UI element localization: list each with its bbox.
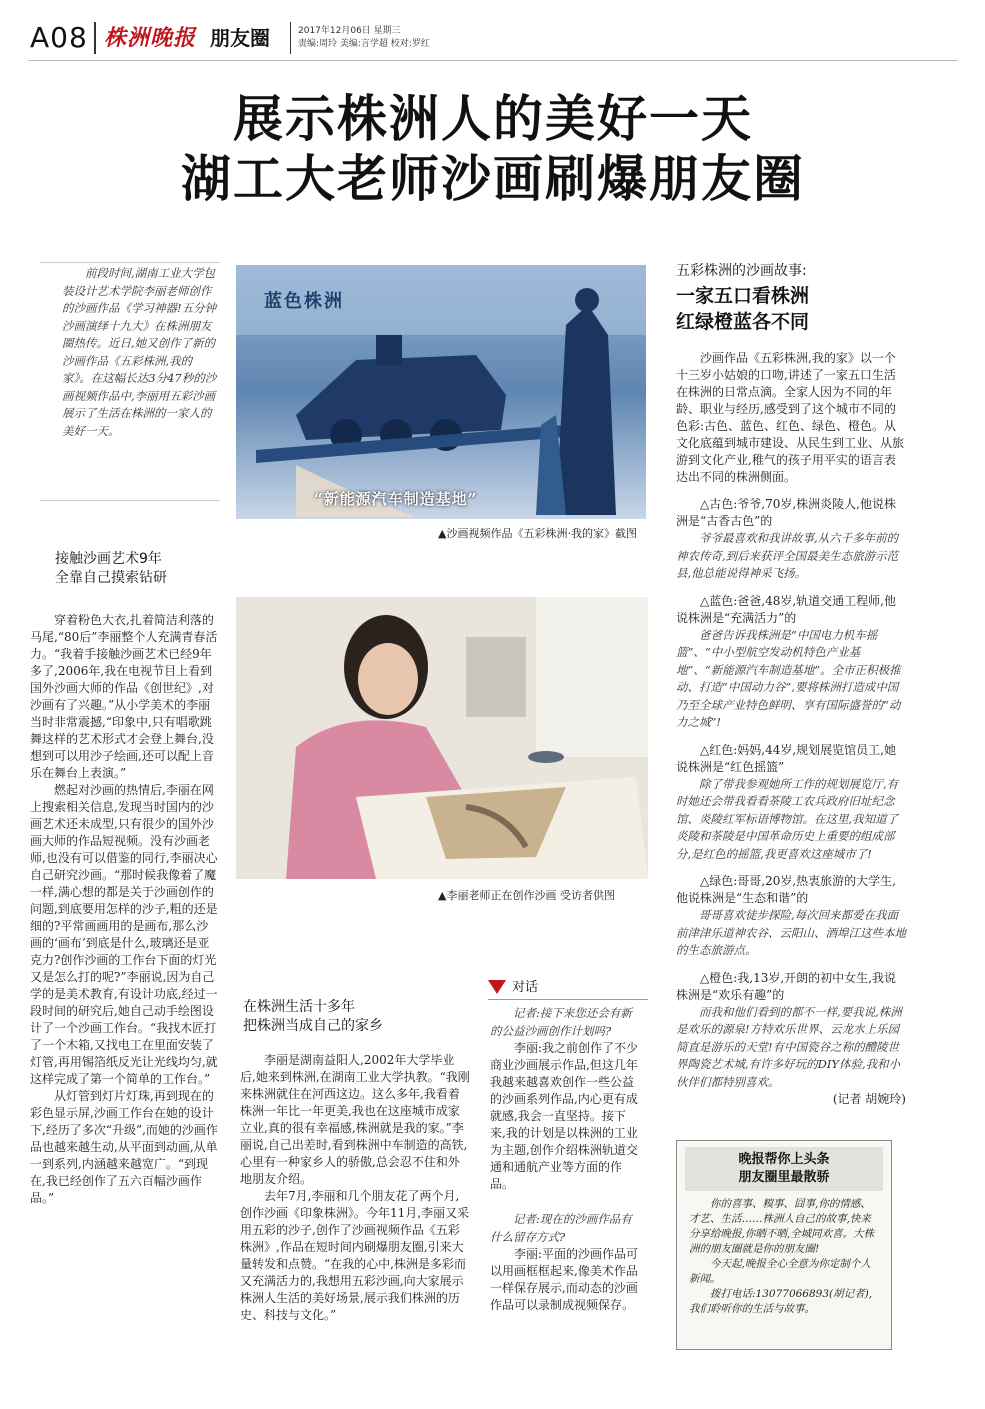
promo-title-bg [685,1147,883,1191]
color-item-head: △古色:爷爷,70岁,株洲炎陵人,他说株洲是“古香古色”的 [676,497,896,528]
section2-title-line-1: 在株洲生活十多年 [243,999,355,1015]
right-kicker: 五彩株洲的沙画故事: [676,263,807,279]
section2-paragraph: 去年7月,李丽和几个朋友花了两个月,创作沙画《印象株洲》。今年11月,李丽又采用五彩的沙子,创作了沙画视频作品《五彩株洲》,作品在短时间内刷爆朋友圈,引来大量转发和点赞。“在我的心中,株洲是多彩而又充满活力的,我想用五彩沙画,向大家展示株洲人生活的美好场景,展示我们株洲的历史、科技与文化。” [240,1189,470,1322]
masthead-rule [28,60,958,61]
dialogue-answer: 李丽:我之前创作了不少商业沙画展示作品,但这几年我越来越喜欢创作一些公益的沙画系列作品,内心更有成就感,我会一直坚持。接下来,我的计划是以株洲的工业为主题,创作介绍株洲轨道交通和通航产业等方面的作品。 [490,1041,639,1191]
date-line: 2017年12月06日 星期三 [298,26,401,36]
section1-paragraph: 从灯管到灯片灯珠,再到现在的彩色显示屏,沙画工作台在她的设计下,经历了多次“升级”,而她的沙画作品也越来越生动,从平面到动画,从单一到系列,内涵越来越宽广。“到现在,我已经创作了五六百幅沙画作品。” [30,1089,218,1205]
headline-line-2: 湖工大老师沙画刷爆朋友圈 [181,150,805,208]
section2-title-line-2: 把株洲当成自己的家乡 [243,1018,383,1034]
section1-title-line-2: 全靠自己摸索钻研 [55,570,167,586]
screenshot-subtitle: “新能源汽车制造基地” [314,490,478,508]
reporter-byline: (记者 胡婉玲) [832,1092,906,1106]
photo1-caption: ▲沙画视频作品《五彩株洲·我的家》截图 [438,527,637,540]
section2-body [240,1052,470,1324]
promo-text: 你的喜事、糗事、囧事,你的情感、才艺、生活……株洲人自己的故事,快来分享给晚报,你晒不晒,全城同欢喜。大株洲的朋友圈就是你的朋友圈! [689,1198,875,1255]
photo2-caption: ▲李丽老师正在创作沙画 受访者供图 [438,889,615,902]
right-intro: 沙画作品《五彩株洲,我的家》以一个十三岁小姑娘的口吻,讲述了一家五口生活在株洲的日常点滴。全家人因为不同的年龄、职业与经历,感受到了这个城市不同的色彩:古色、蓝色、红色、绿色、橙色。从文化底蕴到城市建设、从民生到工业、从旅游到文化产业,稚气的孩子用平实的语言表达出不同的株洲侧面。 [676,351,905,484]
staff-line: 责编:周玲 美编:言学超 校对:罗红 [298,39,430,49]
promo-box [676,1140,892,1350]
lead-paragraph [62,265,218,440]
promo-title-line-2: 朋友圈里最散骄 [738,1170,830,1185]
section1-paragraph: 穿着粉色大衣,扎着简洁利落的马尾,“80后”李丽整个人充满青春活力。“我着手接触沙画艺术已经9年多了,2006年,我在电视节目上看到国外沙画大师的作品《创世纪》,对沙画有了兴趣。”从小学美术的李丽当时非常震撼,“印象中,只有唱歌跳舞这样的艺术形式才会登上舞台,没想到可以用沙子绘画,还可以配上音乐在舞台上表演。” [30,613,218,780]
color-item-body: 除了带我参观她所工作的规划展览厅,有时她还会带我看看茶陵工农兵政府旧址纪念馆、炎陵红军标语博物馆。在这里,我知道了炎陵和茶陵是中国革命历史上重要的组成部分,是红色的摇篮,我更喜欢这座城市了! [676,776,899,861]
dialogue-rule [488,999,648,1000]
color-item-head: △蓝色:爸爸,48岁,轨道交通工程师,他说株洲是“充满活力”的 [676,593,896,625]
color-item-body: 哥哥喜欢徒步探险,每次回来都爱在我面前津津乐道神农谷、云阳山、酒埠江这些本地的生态旅游点。 [676,908,906,957]
right-title-line-2: 红绿橙蓝各不同 [676,311,810,333]
dialogue-answer: 李丽:平面的沙画作品可以用画框框起来,像美术作品一样保存展示,而动态的沙画作品可以录制成视频保存。 [490,1247,639,1312]
headline-line-1: 展示株洲人的美好一天 [233,90,753,148]
dialogue-arrow-icon [488,980,506,994]
color-item-body: 爷爷最喜欢和我讲故事,从六千多年前的神农传奇,到后来获评全国最美生态旅游示范县,他总能说得神采飞扬。 [676,531,899,580]
promo-body [677,1191,891,1317]
screenshot-corner-text: 蓝色株洲 [264,291,344,312]
section1-title-line-1: 接触沙画艺术9年 [55,551,162,567]
artist-at-work-photo [236,597,648,879]
masthead-divider [94,22,96,54]
section-name: 朋友圈 [210,26,270,50]
dialogue-question: 记者:现在的沙画作品有什么留存方式? [490,1212,632,1244]
color-item-head: △红色:妈妈,44岁,规划展览馆员工,她说株洲是“红色摇篮” [676,742,896,774]
color-item-body: 爸爸告诉我株洲是“中国电力机车摇篮”、“中小型航空发动机特色产业基地”、“新能源汽车制造基地”。全市正积极推动、打造“中国动力谷”,要将株洲打造成中国乃至全球产业特色鲜明、享有国际盛誉的“动力之城”! [676,627,901,729]
paper-logo-text: 株洲晚报 [104,25,197,51]
promo-contact: 拨打电话:13077066893(胡记者),我们聆听你的生活与故事。 [689,1288,873,1315]
right-title-line-1: 一家五口看株洲 [676,285,810,307]
color-item-body: 而我和他们看到的都不一样,要我说,株洲是欢乐的源泉!方特欢乐世界、云龙水上乐园简直是游乐的天堂!有中国瓷谷之称的醴陵世界陶瓷艺术城,有许多好玩的DIY体验,我和小伙伴们都特别喜欢。 [676,1004,902,1089]
li-li-sand-painting-image [236,597,648,879]
color-item-head: △橙色:我,13岁,开朗的初中女生,我说株洲是“欢乐有趣”的 [676,970,896,1002]
lead-rule [40,262,220,263]
promo-title-line-1: 晚报帮你上头条 [738,1152,830,1167]
sand-painting-screenshot [236,265,646,519]
section1-paragraph: 燃起对沙画的热情后,李丽在网上搜索相关信息,发现当时国内的沙画艺术还未成型,只有很少的国外沙画大师的作品短视频。没有沙画老师,也没有可以借鉴的同行,李丽决心自己研究沙画。“那时候我像着了魔一样,满心想的都是关于沙画创作的问题,到底要用怎样的沙子,粗的还是细的?平常画画用的是画布,那么沙画的‘画布’到底是什么,玻璃还是亚克力?创作沙画的工作台下面的灯光又是怎么打的呢?”李丽说,因为自己学的是美术教育,有设计功底,经过一段时间的研究后,她自己动手绘图设计了一个沙画工作台。“我找木匠打了一个木箱,又找电工在里面安装了灯管,再用锡箔纸反光让光线均匀,就这样完成了第一个简单的工作台。” [30,783,218,1086]
page-number: A08 [30,21,88,54]
lead-rule-bottom [40,500,220,501]
masthead-divider-2 [290,22,291,54]
promo-text: 今天起,晚报全心全意为你定制个人新闻。 [689,1258,871,1285]
section1-body [30,612,220,1207]
section2-paragraph: 李丽是湖南益阳人,2002年大学毕业后,她来到株洲,在湖南工业大学执教。“我刚来株洲就住在河西这边。这么多年,我看着株洲一年比一年更美,我也在这座城市成家立业,真的很有幸福感,株洲就是我的家。”李丽说,自己出差时,看到株洲中车制造的高铁,心里有一种家乡人的骄傲,总会忍不住和外地朋友介绍。 [240,1053,470,1186]
dialogue-body [490,1005,640,1314]
color-item-head: △绿色:哥哥,20岁,热衷旅游的大学生,他说株洲是“生态和谐”的 [676,874,896,905]
lead-text: 前段时间,湖南工业大学包装设计艺术学院李丽老师创作的沙画作品《学习神器!五分钟沙画演绎十九大》在株洲朋友圈热传。近日,她又创作了新的沙画作品《五彩株洲,我的家》。在这幅长达3分47秒的沙画视频作品中,李丽用五彩沙画展示了生活在株洲的一家人的美好一天。 [62,266,217,438]
paper-logo [104,21,202,55]
dialogue-question: 记者:接下来您还会有新的公益沙画创作计划吗? [490,1006,632,1038]
dialogue-title: 对话 [512,980,539,995]
right-body [676,350,906,1108]
